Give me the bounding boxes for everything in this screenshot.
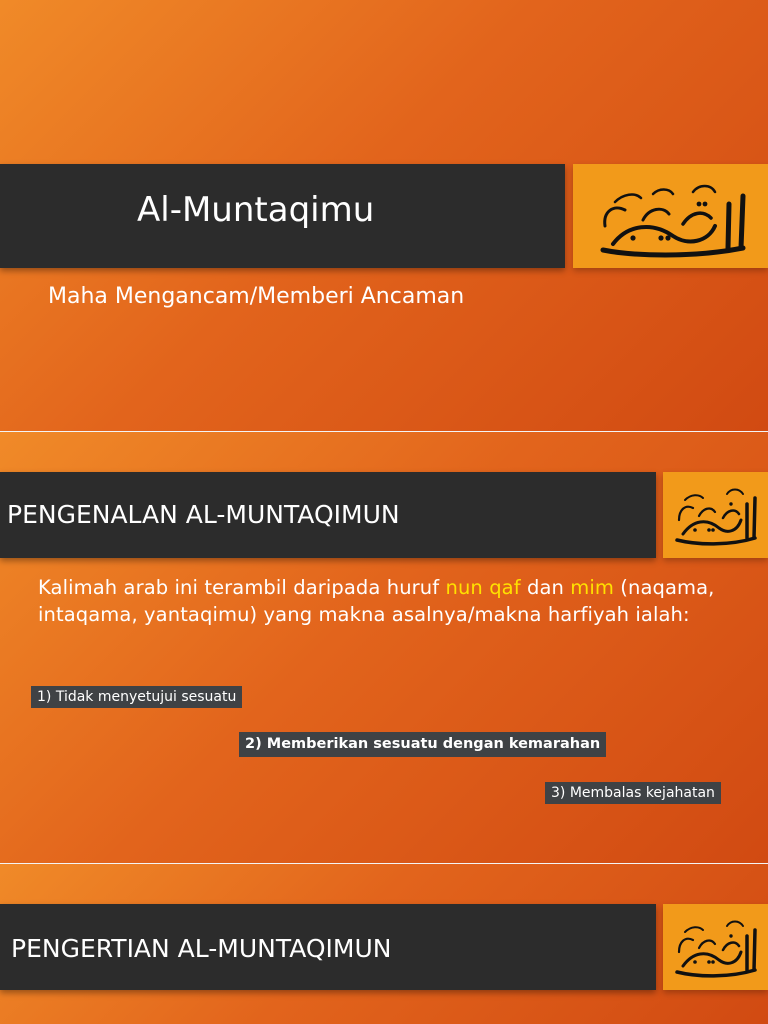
calligraphy-box — [663, 904, 768, 990]
title-bar — [0, 904, 656, 990]
arabic-calligraphy-icon — [663, 904, 768, 990]
arabic-calligraphy-icon — [573, 164, 768, 268]
paragraph-text: dan — [520, 576, 571, 599]
paragraph-text: (naqama, intaqama, yantaqimu) yang makna asalnya/makna harfiyah ialah: — [38, 576, 715, 626]
slide-title: Al-Muntaqimu — [137, 190, 375, 230]
meaning-point-3: 3) Membalas kejahatan — [545, 782, 721, 804]
arabic-calligraphy-icon — [663, 472, 768, 558]
paragraph-text: Kalimah arab ini terambil daripada huruf — [38, 576, 446, 599]
slide-title: PENGERTIAN AL-MUNTAQIMUN — [11, 934, 392, 963]
title-bar — [0, 164, 565, 268]
meaning-point-1: 1) Tidak menyetujui sesuatu — [31, 686, 242, 708]
slide-3 — [0, 864, 768, 1024]
intro-paragraph — [38, 574, 748, 628]
slide-subtitle: Maha Mengancam/Memberi Ancaman — [48, 284, 465, 309]
slide-title: PENGENALAN AL-MUNTAQIMUN — [7, 500, 400, 529]
highlight-mim: mim — [570, 576, 614, 599]
meaning-point-2: 2) Memberikan sesuatu dengan kemarahan — [239, 732, 606, 757]
calligraphy-box — [573, 164, 768, 268]
calligraphy-box — [663, 472, 768, 558]
slide-1 — [0, 0, 768, 432]
title-bar — [0, 472, 656, 558]
slide-2 — [0, 432, 768, 864]
highlight-nun-qaf: nun qaf — [445, 576, 521, 599]
